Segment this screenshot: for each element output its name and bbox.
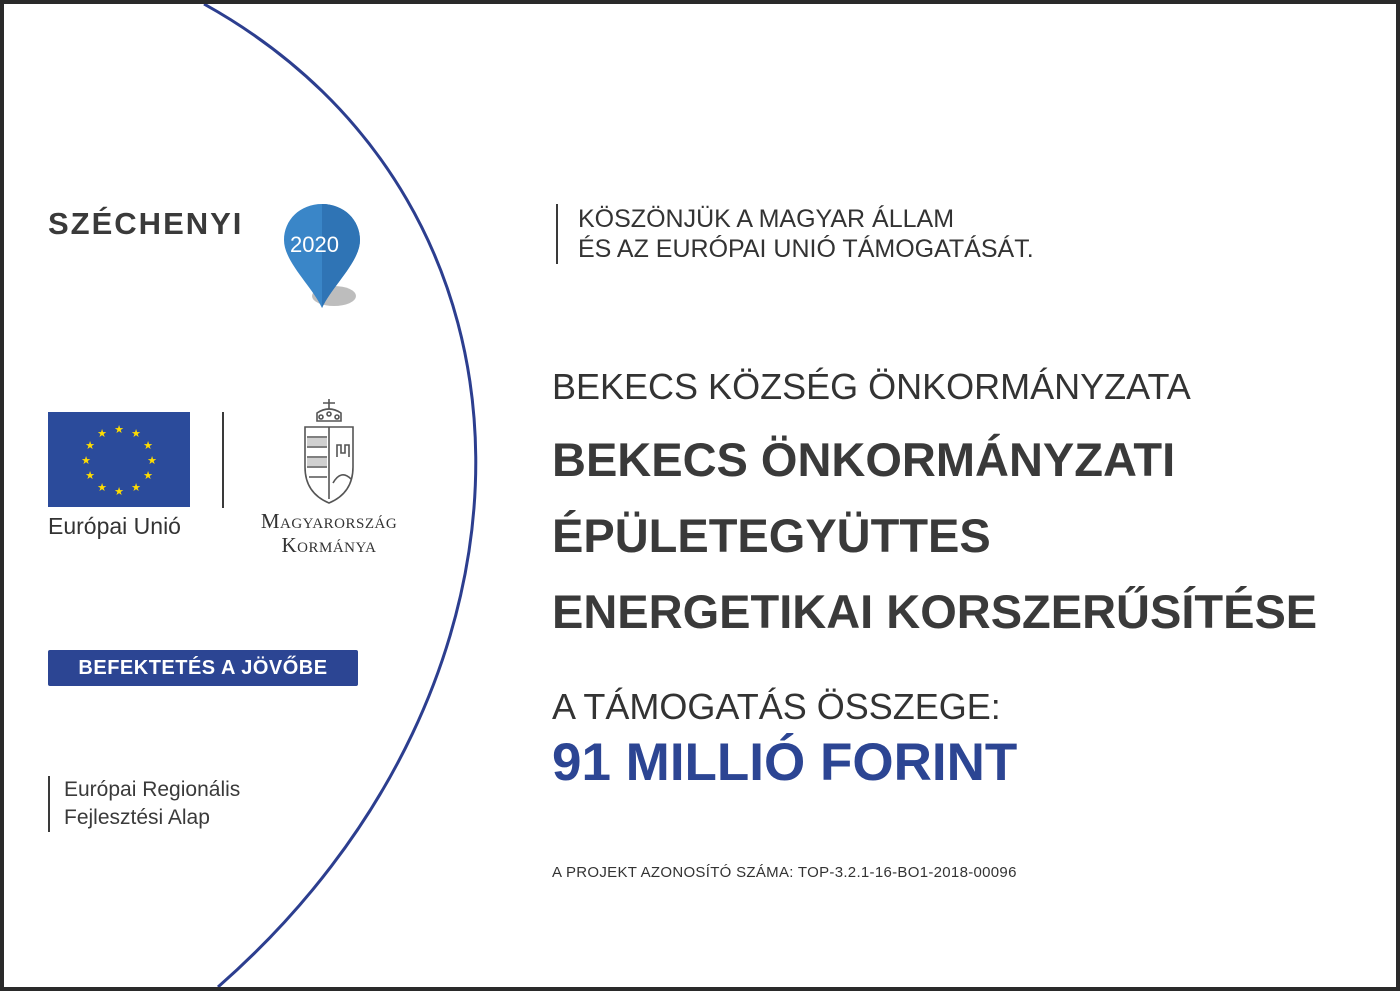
svg-text:★: ★ [147, 454, 157, 467]
eu-label: Európai Unió [48, 513, 181, 539]
fund-line1: Európai Regionális [64, 778, 241, 801]
svg-text:★: ★ [81, 454, 91, 467]
investment-banner: BEFEKTETÉS A JÖVŐBE [48, 650, 358, 686]
svg-text:★: ★ [131, 481, 141, 494]
svg-text:★: ★ [85, 469, 95, 482]
eu-logo [48, 412, 190, 540]
beneficiary-name: BEKECS KÖZSÉG ÖNKORMÁNYZATA [552, 366, 1191, 407]
government-label-line2: Kormánya [281, 533, 377, 557]
svg-text:★: ★ [85, 439, 95, 452]
project-id: A PROJEKT AZONOSÍTÓ SZÁMA: TOP-3.2.1-16-BO1-2018-00096 [552, 864, 1017, 881]
logo-year: 2020 [290, 232, 339, 257]
support-amount: 91 MILLIÓ FORINT [552, 733, 1018, 792]
svg-text:★: ★ [97, 481, 107, 494]
coat-of-arms-icon [297, 397, 361, 509]
svg-text:★: ★ [97, 427, 107, 440]
svg-text:★: ★ [131, 427, 141, 440]
logo-divider [222, 412, 224, 508]
fund-line2: Fejlesztési Alap [64, 806, 210, 829]
svg-text:★: ★ [143, 439, 153, 452]
svg-text:★: ★ [143, 469, 153, 482]
project-title-line1: BEKECS ÖNKORMÁNYZATI [552, 433, 1176, 486]
svg-text:★: ★ [114, 485, 124, 498]
thanks-message [556, 204, 1034, 264]
project-title-line2: ÉPÜLETEGYÜTTES [552, 509, 991, 562]
fund-label [48, 776, 240, 832]
project-title-line3: ENERGETIKAI KORSZERŰSÍTÉSE [552, 585, 1318, 638]
support-label: A TÁMOGATÁS ÖSSZEGE: [552, 686, 1001, 727]
project-title [552, 422, 1317, 650]
thanks-line2: ÉS AZ EURÓPAI UNIÓ TÁMOGATÁSÁT. [578, 235, 1034, 263]
eu-flag-icon [48, 412, 190, 507]
szechenyi-2020-logo [48, 206, 243, 242]
government-label-line1: Magyarország [260, 509, 398, 533]
svg-text:★: ★ [114, 423, 124, 436]
government-logo [240, 397, 418, 557]
szechenyi-wordmark: SZÉCHENYI [48, 206, 244, 241]
thanks-line1: KÖSZÖNJÜK A MAGYAR ÁLLAM [578, 205, 955, 233]
